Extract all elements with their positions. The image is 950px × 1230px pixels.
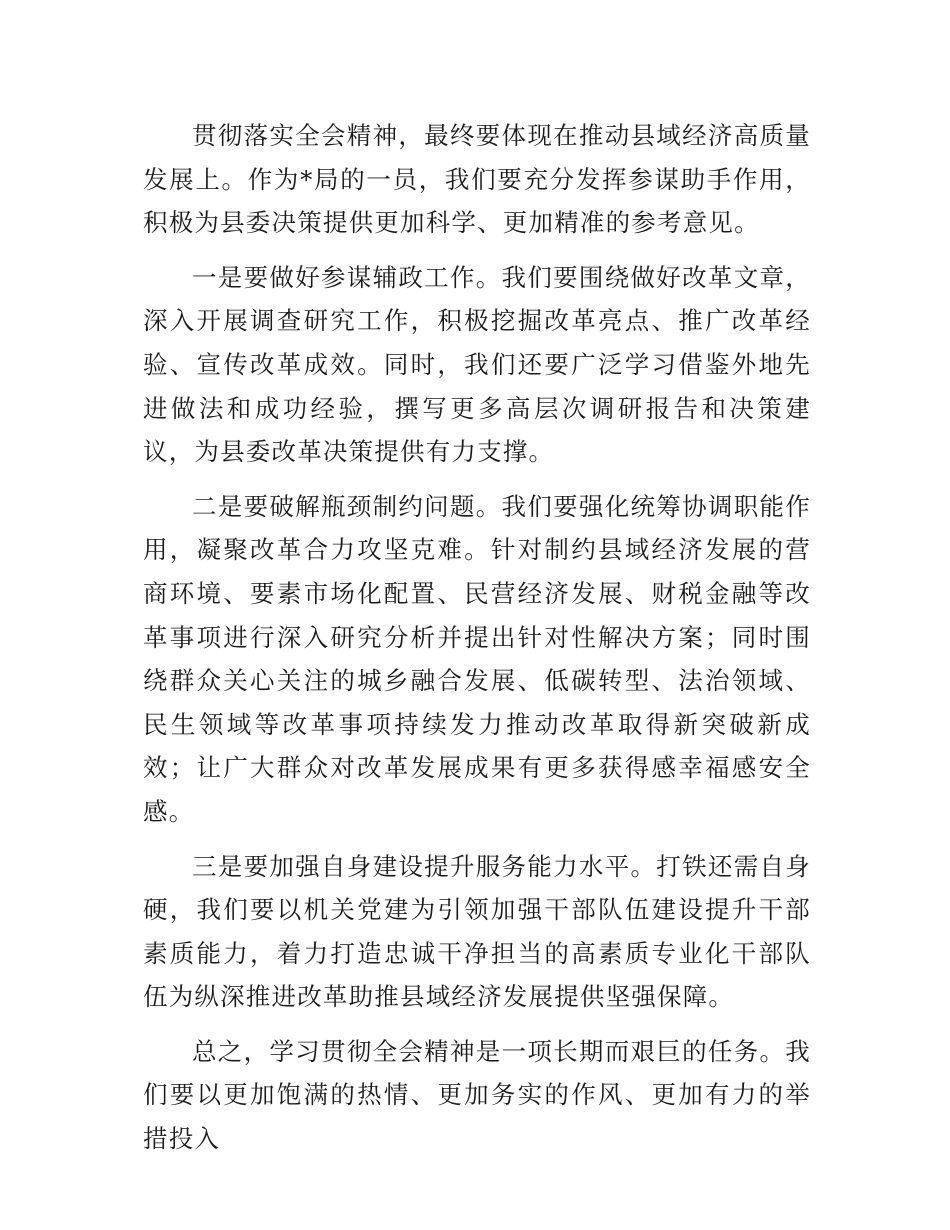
- paragraph-point-three: 三是要加强自身建设提升服务能力水平。打铁还需自身硬，我们要以机关党建为引领加强干部队伍建设提升干部素质能力，着力打造忠诚干净担当的高素质专业化干部队伍为纵深推进改革助推县域经济发展提供坚强保障。: [143, 851, 811, 1012]
- paragraph-conclusion: 总之，学习贯彻全会精神是一项长期而艰巨的任务。我们要以更加饱满的热情、更加务实的作风、更加有力的举措投入: [143, 1036, 811, 1154]
- paragraph-point-two: 二是要破解瓶颈制约问题。我们要强化统筹协调职能作用，凝聚改革合力攻坚克难。针对制约县域经济发展的营商环境、要素市场化配置、民营经济发展、财税金融等改革事项进行深入研究分析并提出针对性解决方案；同时围绕群众关心关注的城乡融合发展、低碳转型、法治领域、民生领域等改革事项持续发力推动改革取得新突破新成效；让广大群众对改革发展成果有更多获得感幸福感安全感。: [143, 491, 811, 826]
- paragraph-intro: 贯彻落实全会精神，最终要体现在推动县域经济高质量发展上。作为*局的一员，我们要充分发挥参谋助手作用，积极为县委决策提供更加科学、更加精准的参考意见。: [143, 121, 811, 238]
- document-body: [143, 114, 811, 1172]
- paragraph-point-one: 一是要做好参谋辅政工作。我们要围绕做好改革文章，深入开展调查研究工作，积极挖掘改革亮点、推广改革经验、宣传改革成效。同时，我们还要广泛学习借鉴外地先进做法和成功经验，撰写更多高层次调研报告和决策建议，为县委改革决策提供有力支撑。: [143, 262, 811, 467]
